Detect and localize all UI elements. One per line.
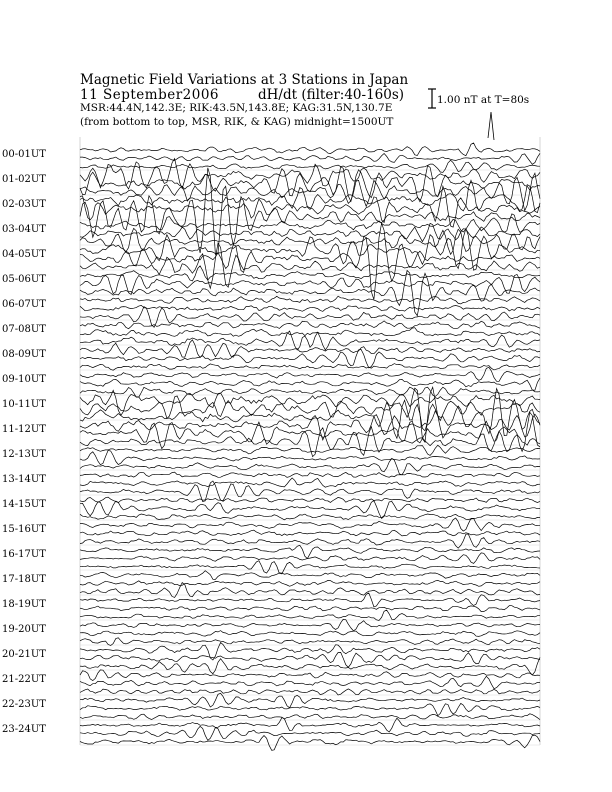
trace-rik-22 <box>80 703 540 715</box>
hour-label: 20-21UT <box>2 648 46 660</box>
trace-rik-13 <box>80 478 540 487</box>
trace-kag-11 <box>80 411 540 440</box>
trace-kag-19 <box>80 619 540 631</box>
trace-msr-9 <box>80 387 540 397</box>
trace-kag-8 <box>80 340 540 358</box>
trace-kag-22 <box>80 693 540 708</box>
trace-msr-4 <box>80 243 540 288</box>
trace-rik-19 <box>80 631 540 637</box>
hour-label: 11-12UT <box>2 423 46 435</box>
date-label: 11 September2006 <box>80 87 220 103</box>
stations-label: MSR:44.4N,142.3E; RIK:43.5N,143.8E; KAG:31.5N,130.7E <box>80 102 393 114</box>
trace-rik-23 <box>80 726 540 740</box>
hour-label: 08-09UT <box>2 348 46 360</box>
trace-msr-15 <box>80 534 540 548</box>
trace-rik-17 <box>80 580 540 586</box>
hour-label: 00-01UT <box>2 148 46 160</box>
hour-label: 10-11UT <box>2 398 46 410</box>
hour-label: 03-04UT <box>2 223 46 235</box>
trace-msr-23 <box>80 735 540 750</box>
hour-label: 16-17UT <box>2 548 46 560</box>
chart-title: Magnetic Field Variations at 3 Stations in Japan <box>80 72 409 88</box>
trace-rik-4 <box>80 223 540 299</box>
trace-kag-10 <box>80 390 540 415</box>
hour-label: 22-23UT <box>2 698 46 710</box>
hour-label: 05-06UT <box>2 273 46 285</box>
trace-kag-14 <box>80 497 540 503</box>
trace-rik-0 <box>80 153 540 164</box>
trace-kag-16 <box>80 545 540 558</box>
hour-label: 17-18UT <box>2 573 46 585</box>
hour-labels <box>2 149 46 735</box>
trace-kag-3 <box>80 214 540 232</box>
hour-label: 23-24UT <box>2 723 46 735</box>
scale-label: 1.00 nT at T=80s <box>437 94 530 106</box>
hour-label: 02-03UT <box>2 198 46 210</box>
trace-msr-12 <box>80 458 540 474</box>
trace-rik-3 <box>80 223 540 241</box>
trace-rik-20 <box>80 652 540 667</box>
trace-kag-4 <box>80 229 540 271</box>
trace-spike <box>488 112 494 140</box>
trace-msr-18 <box>80 610 540 620</box>
hour-label: 09-10UT <box>2 373 46 385</box>
trace-kag-0 <box>80 143 540 156</box>
trace-msr-21 <box>80 689 540 695</box>
component-label: dH/dt (filter:40-160s) <box>258 87 405 103</box>
hour-label: 18-19UT <box>2 598 46 610</box>
trace-rik-21 <box>80 676 540 688</box>
trace-kag-9 <box>80 367 540 381</box>
trace-rik-11 <box>80 412 540 451</box>
trace-rik-18 <box>80 606 540 612</box>
order-label: (from bottom to top, MSR, RIK, & KAG) midnight=1500UT <box>80 116 394 128</box>
trace-group <box>80 112 540 750</box>
trace-msr-10 <box>80 389 540 439</box>
trace-rik-14 <box>80 501 540 519</box>
trace-msr-7 <box>80 331 540 350</box>
trace-rik-15 <box>80 530 540 536</box>
trace-kag-13 <box>80 472 540 477</box>
trace-rik-9 <box>80 378 540 390</box>
hour-label: 04-05UT <box>2 248 46 260</box>
trace-rik-12 <box>80 450 540 464</box>
trace-msr-8 <box>80 364 540 371</box>
trace-msr-19 <box>80 638 540 646</box>
hour-label: 19-20UT <box>2 623 46 635</box>
trace-kag-6 <box>80 296 540 304</box>
trace-msr-16 <box>80 561 540 574</box>
hour-label: 01-02UT <box>2 173 46 185</box>
grid-lines <box>80 137 540 745</box>
hour-label: 12-13UT <box>2 448 46 460</box>
trace-msr-22 <box>80 714 540 720</box>
trace-kag-17 <box>80 571 540 580</box>
hour-label: 14-15UT <box>2 498 46 510</box>
trace-rik-6 <box>80 305 540 311</box>
trace-msr-20 <box>80 657 540 675</box>
trace-kag-21 <box>80 670 540 681</box>
hour-label: 21-22UT <box>2 673 46 685</box>
trace-kag-7 <box>80 321 540 329</box>
hour-label: 13-14UT <box>2 473 46 485</box>
trace-msr-3 <box>80 228 540 254</box>
hour-label: 15-16UT <box>2 523 46 535</box>
trace-rik-7 <box>80 328 540 337</box>
hour-label: 07-08UT <box>2 323 46 335</box>
trace-kag-1 <box>80 159 540 189</box>
hour-label: 06-07UT <box>2 298 46 310</box>
